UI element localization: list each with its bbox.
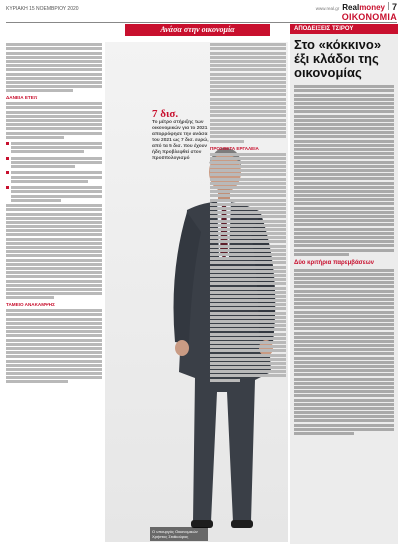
photo-caption: Ο υπουργός Οικονομικών Χρήστος Σταϊκούρας [150, 527, 208, 541]
text-paragraph [6, 309, 102, 383]
masthead [316, 2, 397, 12]
divider [388, 2, 389, 10]
text-paragraph [210, 43, 286, 142]
brand-accent: money [359, 3, 385, 12]
bullet-item [6, 185, 102, 203]
section-title: ΟΙΚΟΝΟΜΙΑ [341, 12, 397, 22]
text-paragraph [6, 204, 102, 299]
subhead-additional-tools: ΠΡΟΣΘΕΤΑ ΕΡΓΑΛΕΙΑ [210, 145, 259, 151]
article-column-middle [210, 42, 286, 384]
bullet-square-icon [6, 142, 9, 145]
page-header [6, 0, 397, 23]
bullet-square-icon [6, 186, 9, 189]
bullet-item [6, 141, 102, 155]
text-paragraph [210, 153, 286, 382]
bullet-square-icon [6, 171, 9, 174]
headline-banner: Ανάσα στην οικονομία [125, 24, 270, 36]
pull-quote-figure: 7 δισ. [152, 108, 179, 120]
bullet-item [6, 170, 102, 184]
brand-main: Real [342, 3, 360, 12]
site-url[interactable]: www.real.gr [315, 6, 340, 11]
sidebar-label: ΑΠΟΔΕΙΞΕΙΣ ΤΣΙΡΟΥ [290, 24, 398, 34]
bullet-square-icon [6, 157, 9, 160]
sidebar-box [290, 24, 398, 544]
text-paragraph [6, 43, 102, 92]
issue-date: ΚΥΡΙΑΚΗ 15 ΝΟΕΜΒΡΙΟΥ 2020 [6, 6, 79, 12]
pull-quote [152, 108, 210, 162]
sidebar-title: Στο «κόκκινο» έξι κλάδοι της οικονομίας [294, 37, 382, 80]
sidebar-subhead: Δύο κριτήρια παρεμβάσεων [294, 259, 374, 266]
subhead-recovery-fund: ΤΑΜΕΙΟ ΑΝΑΚΑΜΨΗΣ [6, 302, 55, 308]
text-paragraph [6, 102, 102, 139]
page-number: 7 [391, 2, 397, 12]
sidebar-body [290, 82, 398, 438]
subhead-loans: ΔΑΝΕΙΑ ΕΤΕπ [6, 95, 38, 101]
pull-quote-text: Το μέτρο στήριξης των οικονομικών για το 2021 απορρόφησε την ανάσα του 2021 ως 7 δισ. ευρώ, από τα 5 δισ. που έχουν ήδη προβλεφθεί στον προϋπολογισμό [152, 120, 209, 161]
article-column-left [6, 42, 102, 385]
brand-logo [342, 3, 385, 12]
bullet-item [6, 156, 102, 170]
